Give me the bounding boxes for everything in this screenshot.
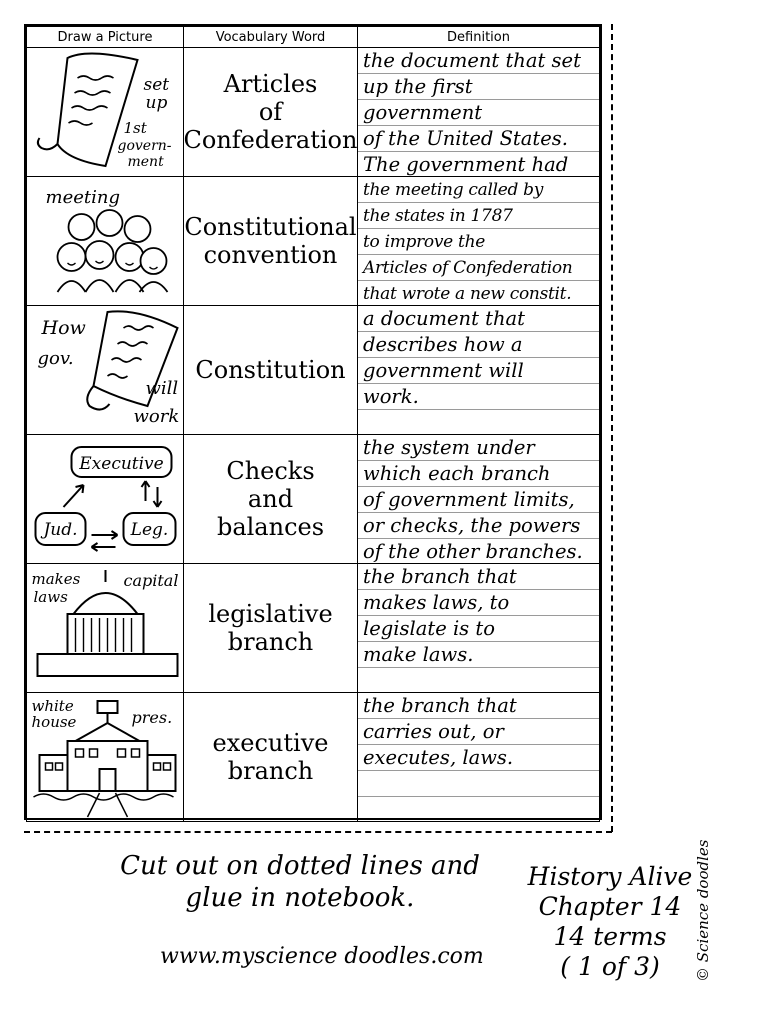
picture-label: white — [31, 697, 74, 715]
vocabulary-table — [24, 24, 602, 820]
picture-label: govern- — [117, 138, 172, 154]
picture-label: 1st — [123, 119, 147, 137]
picture-label: laws — [33, 588, 68, 606]
cut-line-right — [611, 24, 613, 832]
scroll-icon — [27, 48, 183, 176]
table-row — [27, 693, 600, 822]
picture-label: Executive — [79, 454, 164, 474]
picture-label: meeting — [45, 187, 120, 208]
definition-text: a document that describes how a government will work. — [358, 306, 599, 434]
definition-text: the branch that makes laws, to legislate is to make laws. — [358, 564, 599, 692]
table-row — [27, 435, 600, 564]
vocabulary-word: legislative branch — [208, 600, 333, 656]
vocabulary-word: Constitutional convention — [184, 213, 357, 269]
picture-label: set — [143, 75, 170, 95]
vocabulary-word: Constitution — [195, 356, 346, 384]
vocabulary-word: Articles of Confederation — [183, 70, 358, 154]
capitol-building-icon — [27, 564, 183, 692]
picture-label: ment — [127, 154, 164, 170]
header-vocabulary-word: Vocabulary Word — [184, 27, 358, 48]
picture-label: capital — [123, 571, 179, 590]
branches-diagram-icon — [27, 435, 183, 563]
picture-label: Leg. — [130, 520, 169, 540]
scroll-icon — [27, 306, 183, 434]
chapter-info: History Alive Chapter 14 14 terms ( 1 of 3) — [527, 862, 693, 981]
cut-line-bottom — [24, 831, 612, 833]
definition-text: the system under which each branch of government limits, or checks, the powers of the other branches. — [358, 435, 599, 563]
copyright-notice: © Science doodles — [694, 839, 712, 982]
definition-text: the meeting called by the states in 1787 to improve the Articles of Confederation that wrote a new constit. — [358, 177, 599, 305]
header-definition: Definition — [358, 27, 600, 48]
table-row — [27, 177, 600, 306]
table-row — [27, 564, 600, 693]
picture-label: house — [31, 713, 77, 731]
website-url: www.myscience doodles.com — [160, 944, 484, 969]
vocabulary-word: executive branch — [212, 729, 329, 785]
picture-label: Jud. — [43, 520, 78, 540]
cut-instructions: Cut out on dotted lines and glue in notebook. — [120, 851, 480, 913]
picture-label: gov. — [37, 348, 74, 369]
people-group-icon — [27, 177, 183, 305]
table-row — [27, 48, 600, 177]
white-house-icon — [27, 693, 183, 821]
vocabulary-word: Checks and balances — [216, 457, 325, 541]
definition-text: the branch that carries out, or executes, laws. — [358, 693, 599, 821]
picture-label: will — [145, 378, 179, 399]
table-row — [27, 306, 600, 435]
definition-text: the document that set up the first government of the United States. The government had — [358, 48, 599, 176]
picture-label: up — [145, 93, 168, 113]
header-picture: Draw a Picture — [27, 27, 184, 48]
picture-label: work — [133, 406, 180, 427]
picture-label: makes — [31, 570, 81, 588]
picture-label: How — [41, 317, 86, 339]
picture-label: pres. — [131, 708, 173, 727]
